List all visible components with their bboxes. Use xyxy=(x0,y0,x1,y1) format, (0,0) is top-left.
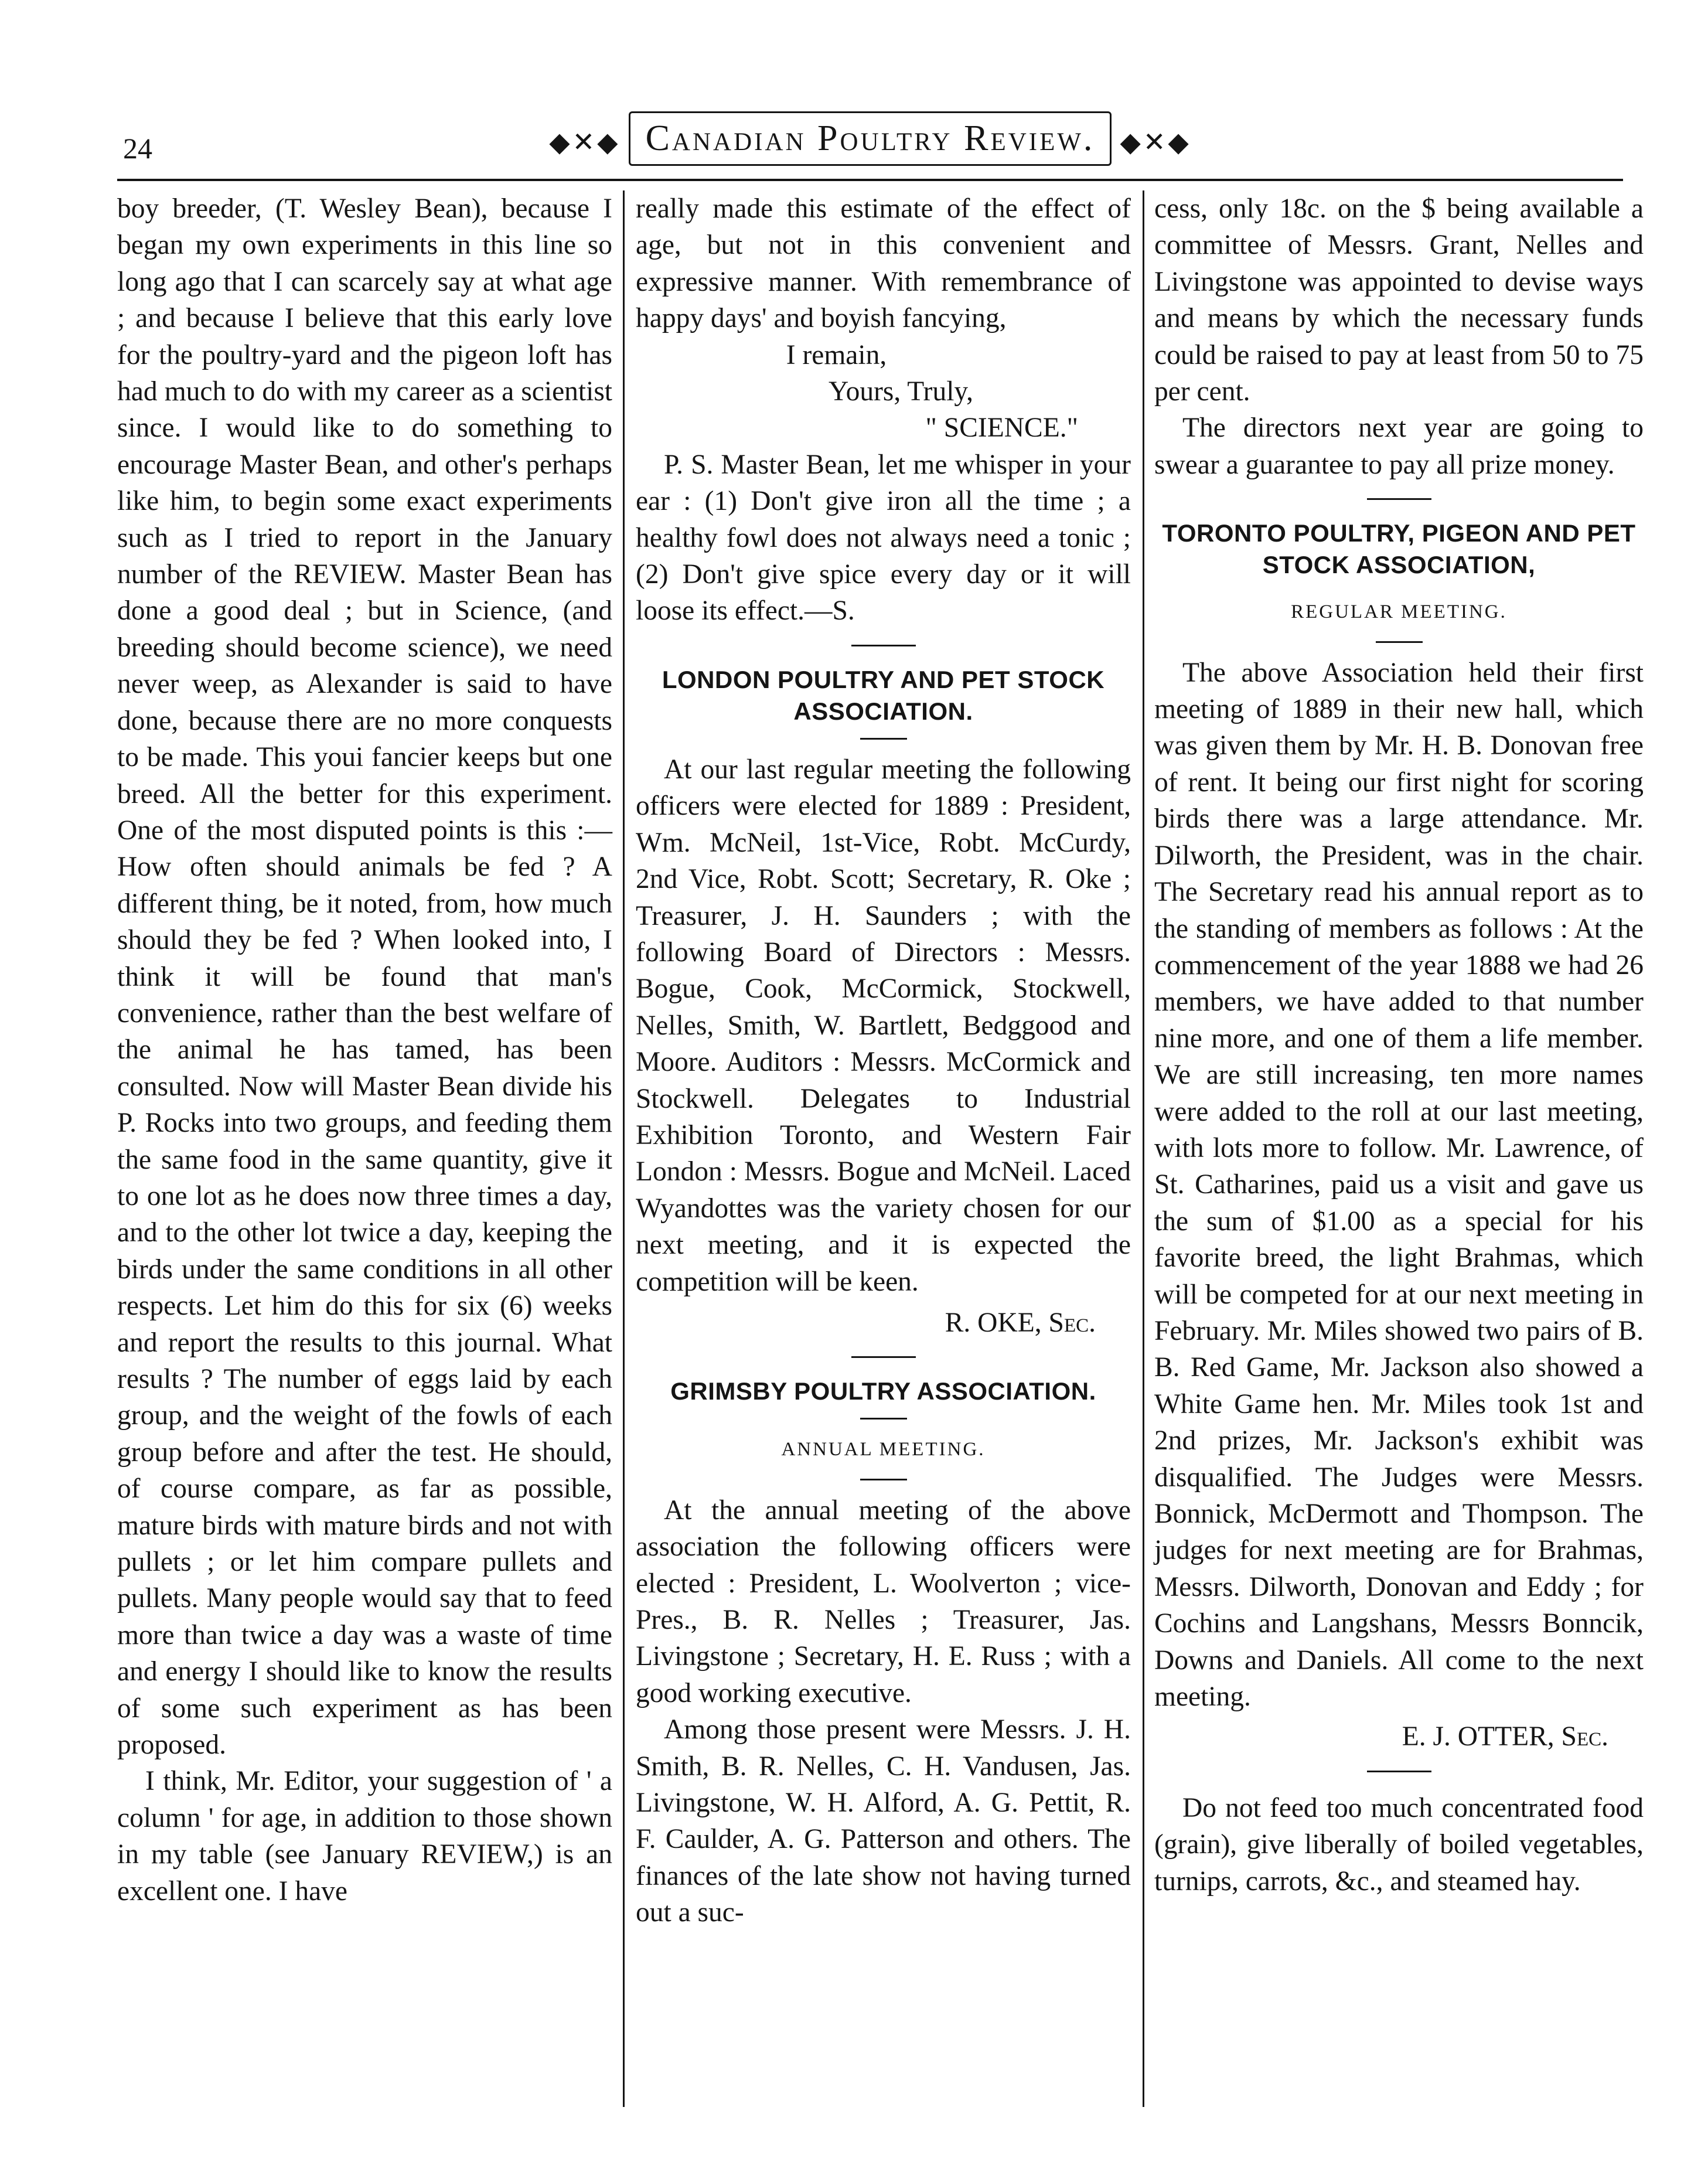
masthead xyxy=(117,111,1623,166)
letter-closing: Yours, Truly, xyxy=(829,376,973,407)
grimsby-report-continued: The directors next year are going to swear a guarantee to pay all prize money. xyxy=(1154,413,1644,480)
grimsby-report: At the annual meeting of the above association the following officers were elected : President, L. Woolverton ; vice-Pres., B. R. Nelles ; Treasurer, Jas. Livingstone ; Secretary, H. E. Russ ; with a good working executive. xyxy=(636,1495,1131,1708)
section-divider xyxy=(1367,498,1431,500)
column-2 xyxy=(636,190,1131,1931)
toronto-subheading: REGULAR MEETING. xyxy=(1291,601,1507,623)
section-divider xyxy=(860,738,907,740)
column-3 xyxy=(1154,190,1644,1900)
ornament-left-icon: ◆✕◆ xyxy=(549,127,621,157)
column-divider xyxy=(623,190,625,2107)
toronto-signature: E. J. OTTER, Sec. xyxy=(1402,1721,1608,1752)
ornament-right-icon: ◆✕◆ xyxy=(1120,127,1191,157)
section-heading-london: LONDON POULTRY AND PET STOCK ASSOCIATION. xyxy=(662,665,1105,725)
grimsby-subheading: ANNUAL MEETING. xyxy=(781,1439,986,1461)
toronto-report: The above Association held their first meeting of 1889 in their new hall, which was given them by Mr. H. B. Donovan free of rent. It being our first night for scoring birds there was a large attendance. Mr. Dilworth, the President, was in the chair. The Secretary read his annual report as to the standing of members as follows : At the commencement of the year 1888 we had 26 members, we have added to that number nine more, and one of them a life member. We are still increasing, ten more names were added to the roll at our last meeting, with lots more to follow. Mr. Lawrence, of St. Catharines, paid us a visit and gave us the sum of $1.00 as a special for his favorite breed, the light Brahmas, which will be competed for at our next meeting in February. Mr. Miles showed two pairs of B. B. Red Game, Mr. Jackson also showed a White Game hen. Mr. Miles took 1st and 2nd prizes, Mr. Jackson's exhibit was disqualified. The Judges were Messrs. Bonnick, McDermott and Thompson. The judges for next meeting are for Brahmas, Messrs. Dilworth, Donovan and Eddy ; for Cochins and Langshans, Messrs Bonncik, Downs and Daniels. All come to the next meeting. xyxy=(1154,657,1644,1713)
section-divider xyxy=(851,645,916,646)
letter-paragraph: really made this estimate of the effect of age, but not in this convenient and expressive manner. With remembrance of happy days' and boyish fancying, xyxy=(636,193,1131,334)
masthead-title: Canadian Poultry Review. xyxy=(629,111,1112,166)
section-divider xyxy=(860,1479,907,1480)
column-divider xyxy=(1143,190,1144,2107)
section-divider xyxy=(860,1418,907,1420)
letter-closing: I remain, xyxy=(786,339,887,370)
page-number: 24 xyxy=(123,132,152,165)
letter-signature: " SCIENCE." xyxy=(925,413,1078,444)
letter-paragraph: I think, Mr. Editor, your suggestion of ' a column ' for age, in addition to those shown in my table (see January REVIEW,) is an excellent one. I have xyxy=(117,1766,612,1907)
header-rule xyxy=(117,179,1623,181)
grimsby-report-continued: cess, only 18c. on the $ being available a committee of Messrs. Grant, Nelles and Livingstone was appointed to devise ways and means by which the necessary funds could be raised to pay at least from 50 to 75 per cent. xyxy=(1154,193,1644,407)
london-report: At our last regular meeting the following officers were elected for 1889 : President, Wm. McNeil, 1st-Vice, Robt. McCurdy, 2nd Vice, Robt. Scott; Secretary, R. Oke ; Treasurer, J. H. Saunders ; with the following Board of Directors : Messrs. Bogue, Cook, McCormick, Stockwell, Nelles, Smith, W. Bartlett, Bedggood and Moore. Auditors : Messrs. McCormick and Stockwell. Delegates to Industrial Exhibition Toronto, and Western Fair London : Messrs. Bogue and McNeil. Laced Wyandottes was the variety chosen for our next meeting, and it is expected the competition will be keen. xyxy=(636,754,1131,1297)
page-header xyxy=(117,111,1623,182)
section-divider xyxy=(1376,641,1423,643)
section-divider xyxy=(851,1356,916,1358)
section-heading-grimsby: GRIMSBY POULTRY ASSOCIATION. xyxy=(670,1377,1096,1405)
section-divider xyxy=(1367,1771,1431,1772)
letter-paragraph: boy breeder, (T. Wesley Bean), because I began my own experiments in this line so long ago that I can scarcely say at what age ; and because I believe that this early love for the poultry-yard and the pigeon loft has had much to do with my career as a scientist since. I would like to do something to encourage Master Bean, and other's perhaps like him, to begin some exact experiments such as I tried to report in the January number of the REVIEW. Master Bean has done a good deal ; but in Science, (and breeding should become science), we need never weep, as Alexander is said to have done, because there are no more conquests to be made. This youi fancier keeps but one breed. All the better for this experiment. One of the most disputed points is this :—How often should animals be fed ? A different thing, be it noted, from, how much should they be fed ? When looked into, I think it will be found that man's convenience, rather than the best welfare of the animal he has tamed, has been consulted. Now will Master Bean divide his P. Rocks into two groups, and feeding them the same food in the same quantity, give it to one lot as he does now three times a day, and to the other lot twice a day, keeping the birds under the same conditions in all other respects. Let him do this for six (6) weeks and report the results to this journal. What results ? The number of eggs laid by each group, and the weight of the fowls of each group before and after the test. He should, of course compare, as far as possible, mature birds with mature birds and not with pullets ; or let him compare pullets and pullets. Many people would say that to feed more than twice a day was a waste of time and energy I should like to know the results of some such experiment as has been proposed. xyxy=(117,193,612,1761)
grimsby-report: Among those present were Messrs. J. H. Smith, B. R. Nelles, C. H. Vandusen, Jas. Livingstone, W. H. Alford, A. G. Pettit, R. F. Caulder, A. G. Patterson and others. The finances of the late show not having turned out a suc- xyxy=(636,1714,1131,1928)
feeding-tip: Do not feed too much concentrated food (grain), give liberally of boiled vegetables, turnips, carrots, &c., and steamed hay. xyxy=(1154,1792,1644,1897)
column-1 xyxy=(117,190,612,1909)
section-heading-toronto: TORONTO POULTRY, PIGEON AND PET STOCK ASSOCIATION, xyxy=(1162,519,1636,579)
postscript: P. S. Master Bean, let me whisper in your ear : (1) Don't give iron all the time ; a healthy fowl does not always need a tonic ; (2) Don't give spice every day or it will loose its effect.—S. xyxy=(636,449,1131,627)
london-signature: R. OKE, Sec. xyxy=(945,1307,1096,1338)
